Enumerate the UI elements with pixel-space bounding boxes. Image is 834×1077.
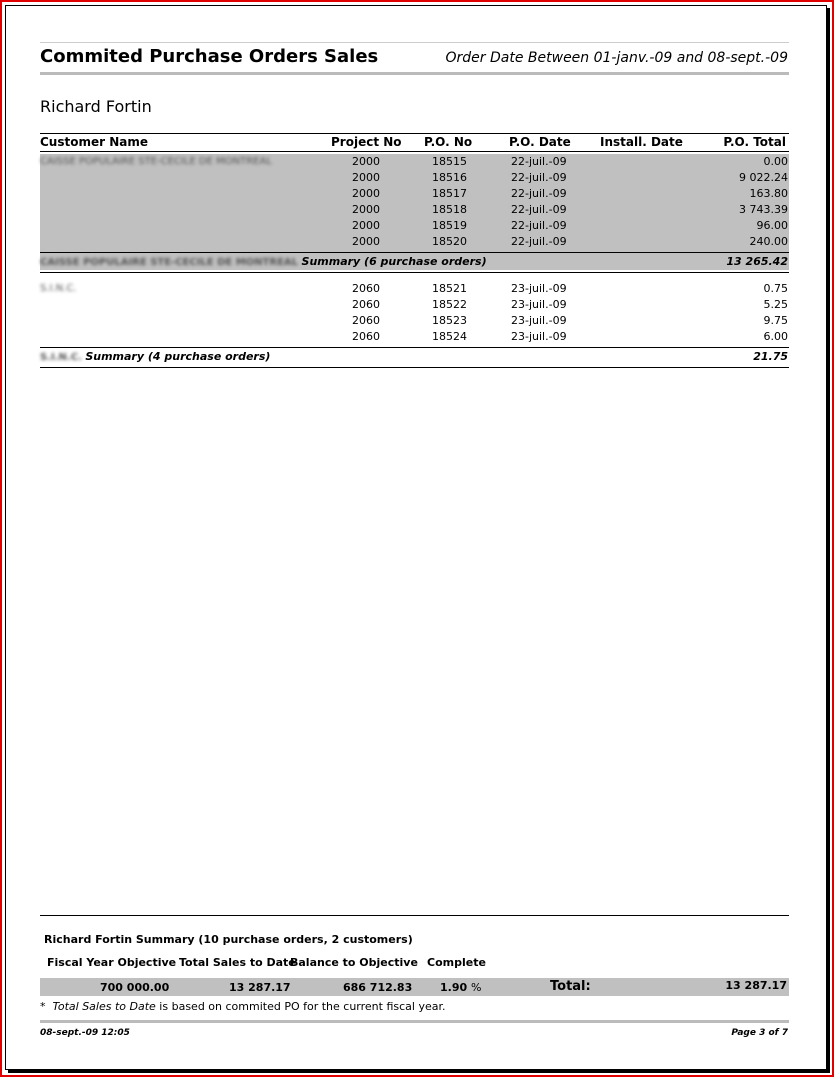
customer-name: S.I.N.C. [40,283,77,294]
customer-name-summary: S.I.N.C. [40,352,82,363]
header-install-date: Install. Date [600,135,683,149]
header-po-date: P.O. Date [509,135,571,149]
report-title: Commited Purchase Orders Sales [40,46,379,67]
po-no: 18522 [432,298,467,311]
objective-value: 700 000.00 [100,981,170,994]
po-date: 23-juil.-09 [511,298,567,311]
po-no: 18518 [432,203,467,216]
po-total: 3 743.39 [739,203,788,216]
divider [40,72,789,75]
sales-value: 13 287.17 [229,981,291,994]
total-label: Total: [550,979,591,994]
project-no: 2060 [352,282,380,295]
page-number: Page 3 of 7 [731,1028,788,1038]
po-date: 22-juil.-09 [511,187,567,200]
divider [40,252,789,253]
group-summary-label [40,254,487,270]
header-project: Project No [331,135,402,149]
divider [40,915,789,916]
complete-value: 1.90 [440,981,468,994]
po-total: 9.75 [763,314,788,327]
po-total: 5.25 [763,298,788,311]
po-date: 23-juil.-09 [511,282,567,295]
po-no: 18520 [432,235,467,248]
header-po-no: P.O. No [424,135,473,149]
project-no: 2060 [352,330,380,343]
project-no: 2060 [352,314,380,327]
summary-title: Richard Fortin Summary (10 purchase orders, 2 customers) [44,933,413,946]
po-total: 163.80 [749,187,788,200]
group-summary-total: 13 265.42 [726,255,788,268]
po-total: 9 022.24 [739,171,788,184]
footnote-star: * [40,1000,46,1013]
customer-name-summary: CAISSE POPULAIRE STE-CECILE DE MONTREAL [40,257,299,268]
print-timestamp: 08-sept.-09 12:05 [40,1028,130,1038]
total-value: 13 287.17 [725,979,787,992]
po-date: 23-juil.-09 [511,314,567,327]
divider [40,367,789,368]
po-date: 23-juil.-09 [511,330,567,343]
project-no: 2000 [352,171,380,184]
summary-count: Summary (4 purchase orders) [85,350,271,363]
project-no: 2000 [352,235,380,248]
project-no: 2000 [352,203,380,216]
po-date: 22-juil.-09 [511,203,567,216]
po-no: 18523 [432,314,467,327]
project-no: 2000 [352,187,380,200]
project-no: 2060 [352,298,380,311]
header-po-total: P.O. Total [723,135,786,149]
header-sales: Total Sales to Date [179,956,296,969]
po-total: 240.00 [749,235,788,248]
po-date: 22-juil.-09 [511,235,567,248]
divider [40,133,789,134]
salesperson-name: Richard Fortin [40,97,152,116]
date-range: Order Date Between 01-janv.-09 and 08-sept.-09 [445,50,788,66]
po-no: 18521 [432,282,467,295]
summary-count: Summary (6 purchase orders) [301,255,487,268]
po-total: 6.00 [763,330,788,343]
divider [40,151,789,152]
balance-value: 686 712.83 [343,981,413,994]
po-no: 18515 [432,155,467,168]
po-total: 96.00 [756,219,788,232]
divider [40,272,789,273]
po-no: 18519 [432,219,467,232]
group-summary-label [40,349,270,365]
divider [40,1020,789,1023]
header-objective: Fiscal Year Objective [47,956,177,969]
header-customer: Customer Name [40,135,148,149]
po-no: 18517 [432,187,467,200]
footnote [40,1000,445,1013]
po-no: 18516 [432,171,467,184]
po-date: 22-juil.-09 [511,219,567,232]
po-date: 22-juil.-09 [511,155,567,168]
footnote-text: is based on commited PO for the current fiscal year. [155,1000,446,1013]
po-date: 22-juil.-09 [511,171,567,184]
po-total: 0.75 [763,282,788,295]
header-balance: Balance to Objective [290,956,418,969]
po-no: 18524 [432,330,467,343]
header-complete: Complete [427,956,486,969]
percent-sign: % [471,981,482,994]
divider [40,42,789,43]
project-no: 2000 [352,155,380,168]
footnote-italic: Total Sales to Date [52,1000,156,1013]
po-total: 0.00 [763,155,788,168]
customer-name: CAISSE POPULAIRE STE-CECILE DE MONTREAL [40,156,272,167]
group-summary-total: 21.75 [753,350,788,363]
divider [40,347,789,348]
project-no: 2000 [352,219,380,232]
